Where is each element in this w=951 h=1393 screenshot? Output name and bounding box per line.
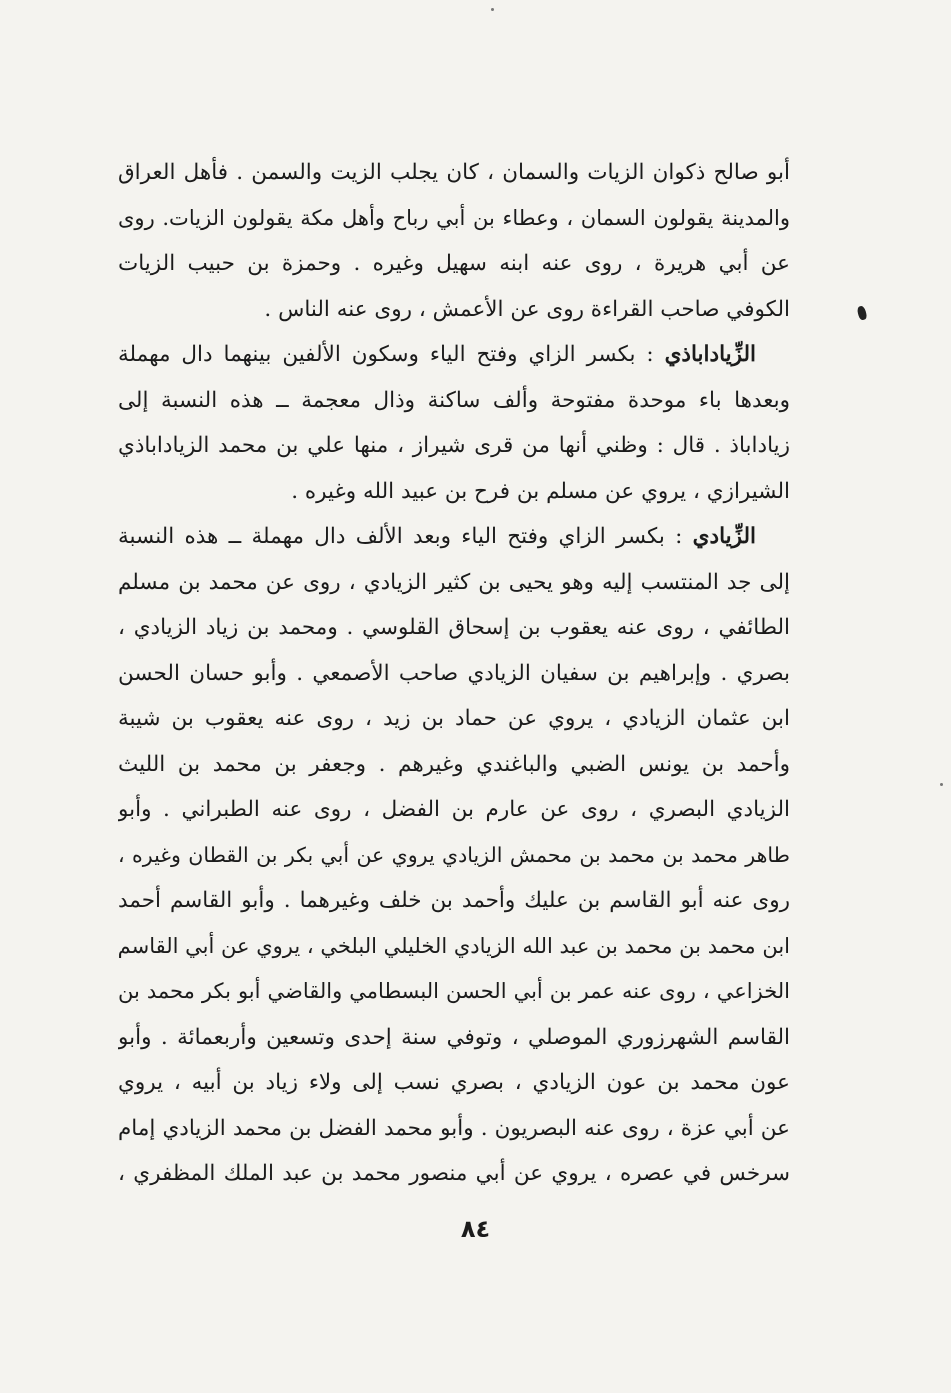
text-line: الخزاعي ، روى عنه عمر بن أبي الحسن البسطامي والقاضي أبو بكر محمد بن (118, 979, 790, 1003)
margin-ink-mark (856, 305, 867, 321)
text-line: سرخس في عصره ، يروي عن أبي منصور محمد بن عبد الملك المظفري ، (118, 1161, 790, 1186)
main-text (118, 150, 790, 1197)
text-line: وأحمد بن يونس الضبي والباغندي وغيرهم . وجعفر بن محمد بن الليث (118, 751, 790, 777)
text-line: الطائفي ، روى عنه يعقوب بن إسحاق القلوسي . ومحمد بن زياد الزيادي ، (118, 615, 790, 640)
entry-text: : بكسر الزاي وفتح الياء وسكون الألفين بينهما دال مهملة (118, 342, 665, 367)
text-line: أبو صالح ذكوان الزيات والسمان ، كان يجلب الزيت والسمن . فأهل العراق (118, 160, 790, 185)
entry-text: : بكسر الزاي وفتح الياء وبعد الألف دال مهملة ــ هذه النسبة (118, 524, 693, 549)
text-line: عن أبي عزة ، روى عنه البصريون . وأبو محمد الفضل بن محمد الزيادي إمام (118, 1115, 790, 1141)
entry-heading: الزِّياداباذي (664, 342, 756, 367)
text-line: الزيادي البصري ، روى عن عارم بن الفضل ، روى عنه الطبراني . وأبو (118, 797, 790, 822)
page-number: ٨٤ (460, 1215, 491, 1243)
text-line: طاهر محمد بن محمد بن محمش الزيادي يروي عن أبي بكر بن القطان وغيره ، (118, 842, 790, 867)
text-line: الكوفي صاحب القراءة روى عن الأعمش ، روى عنه الناس . (264, 296, 790, 322)
text-line: ابن محمد بن محمد بن عبد الله الزيادي الخليلي البلخي ، يروي عن أبي القاسم (118, 933, 790, 958)
paper-speck (491, 8, 494, 11)
text-line: القاسم الشهرزوري الموصلي ، وتوفي سنة إحدى وتسعين وأربعمائة . وأبو (118, 1024, 790, 1050)
text-line: والمدينة يقولون السمان ، وعطاء بن أبي رباح وأهل مكة يقولون الزيات. روى (118, 205, 790, 230)
entry-first-line (118, 514, 790, 560)
text-line: بصري . وإبراهيم بن سفيان الزيادي صاحب الأصمعي . وأبو حسان الحسن (118, 660, 790, 686)
text-line: ابن عثمان الزيادي ، يروي عن حماد بن زيد ، روى عنه يعقوب بن شيبة (118, 706, 790, 731)
text-line: زياداباذ . قال : وظني أنها من قرى شيراز ، منها علي بن محمد الزياداباذي (118, 433, 790, 458)
text-line: روى عنه أبو القاسم بن عليك وأحمد بن خلف وغيرهما . وأبو القاسم أحمد (118, 888, 790, 913)
text-line: عون محمد بن عون الزيادي ، بصري نسب إلى ولاء زياد بن أبيه ، يروي (118, 1070, 790, 1095)
text-line: الشيرازي ، يروي عن مسلم بن فرح بن عبيد الله وغيره . (291, 478, 790, 504)
text-line: إلى جد المنتسب إليه وهو يحيى بن كثير الزيادي ، روى عن محمد بن مسلم (118, 569, 790, 595)
entry-first-line (118, 332, 790, 378)
entry-heading: الزِّيادي (692, 524, 756, 549)
text-line: عن أبي هريرة ، روى عنه ابنه سهيل وغيره . وحمزة بن حبيب الزيات (118, 251, 790, 276)
paper-speck (940, 783, 943, 786)
text-line: وبعدها باء موحدة مفتوحة وألف ساكنة وذال معجمة ــ هذه النسبة إلى (118, 387, 790, 413)
